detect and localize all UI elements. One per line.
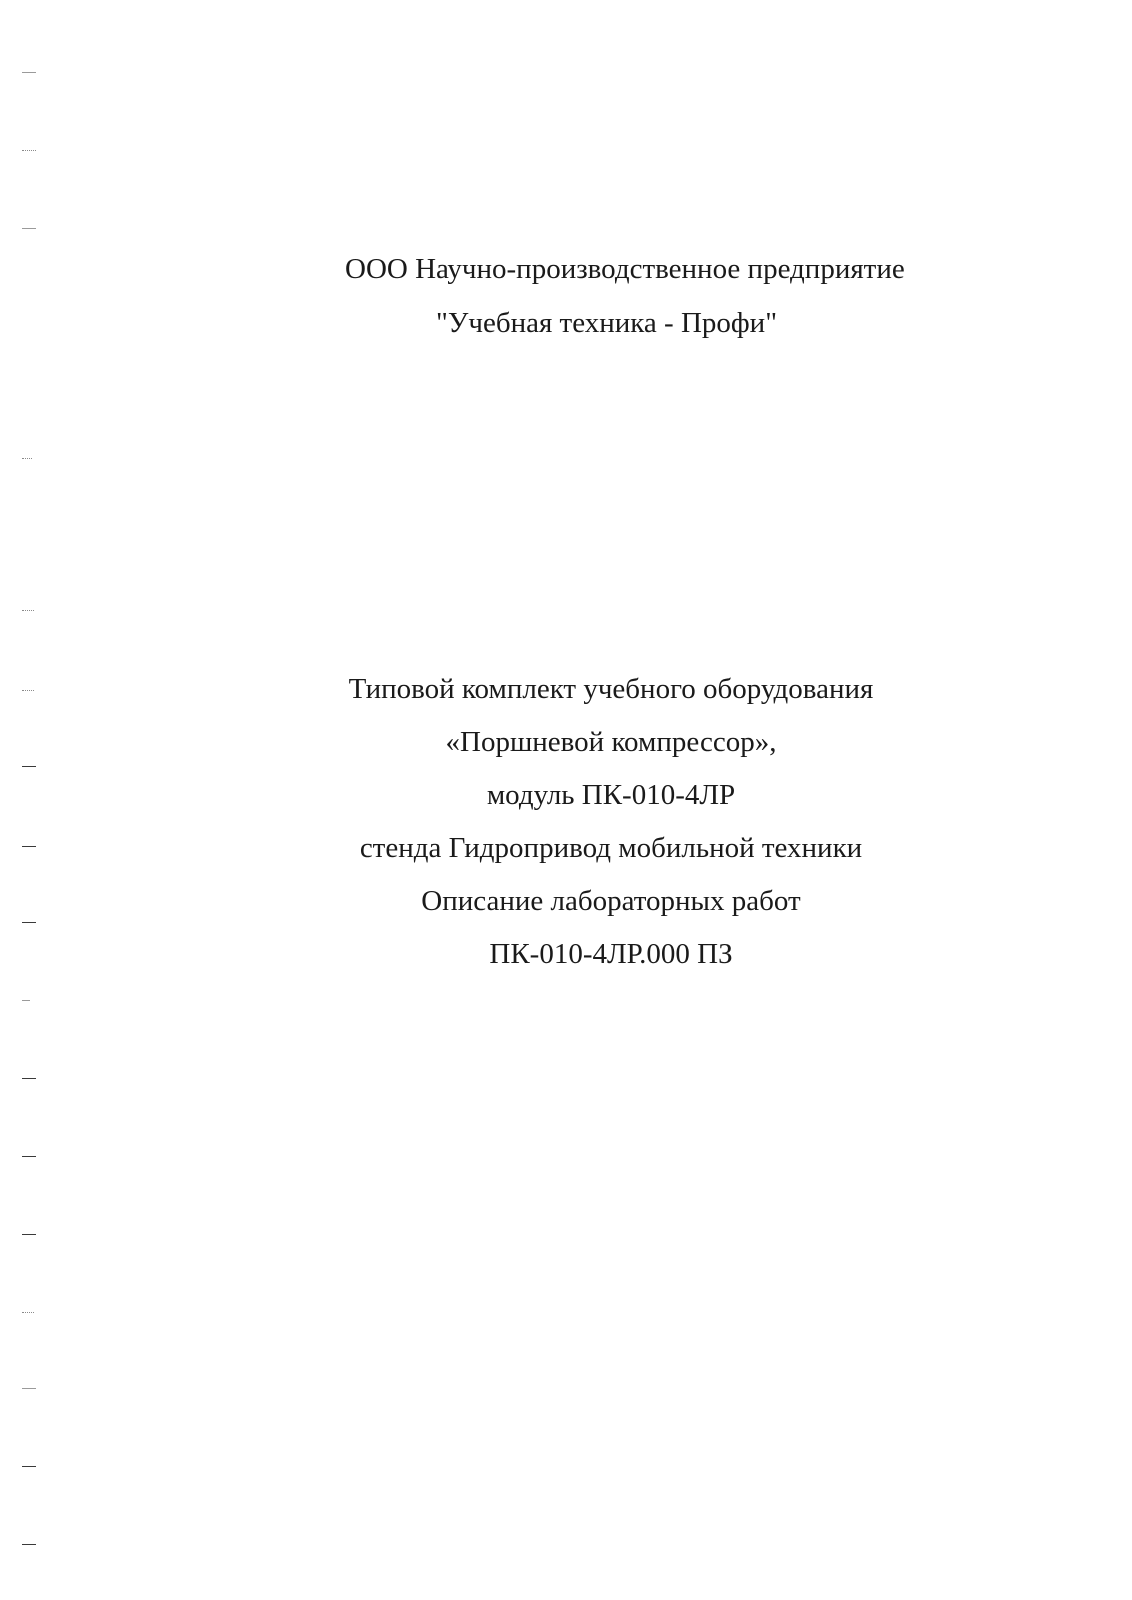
edge-mark	[22, 1544, 36, 1545]
edge-mark	[22, 228, 36, 229]
title-stand: стенда Гидропривод мобильной техники	[359, 832, 863, 864]
edge-mark	[22, 1234, 36, 1235]
organization-name: ООО Научно-производственное предприятие	[345, 253, 905, 285]
title-product-name: «Поршневой компрессор»,	[445, 726, 777, 758]
edge-mark	[22, 1312, 34, 1314]
edge-mark	[22, 610, 34, 612]
document-title-block	[300, 672, 922, 990]
scan-edge-marks	[0, 0, 50, 1600]
edge-mark	[22, 1000, 30, 1001]
edge-mark	[22, 150, 36, 152]
title-module: модуль ПК-010-4ЛР	[486, 779, 736, 811]
title-description: Описание лабораторных работ	[421, 885, 801, 917]
edge-mark	[22, 922, 36, 923]
edge-mark	[22, 72, 36, 73]
document-code: ПК-010-4ЛР.000 ПЗ	[489, 938, 733, 970]
edge-mark	[22, 1156, 36, 1157]
edge-mark	[22, 1466, 36, 1467]
edge-mark	[22, 458, 32, 460]
edge-mark	[22, 1078, 36, 1079]
edge-mark	[22, 766, 36, 767]
edge-mark	[22, 846, 36, 847]
edge-mark	[22, 1388, 36, 1389]
title-kit-name: Типовой комплект учебного оборудования	[348, 673, 874, 705]
edge-mark	[22, 690, 34, 692]
company-name: "Учебная техника - Профи"	[436, 307, 778, 339]
